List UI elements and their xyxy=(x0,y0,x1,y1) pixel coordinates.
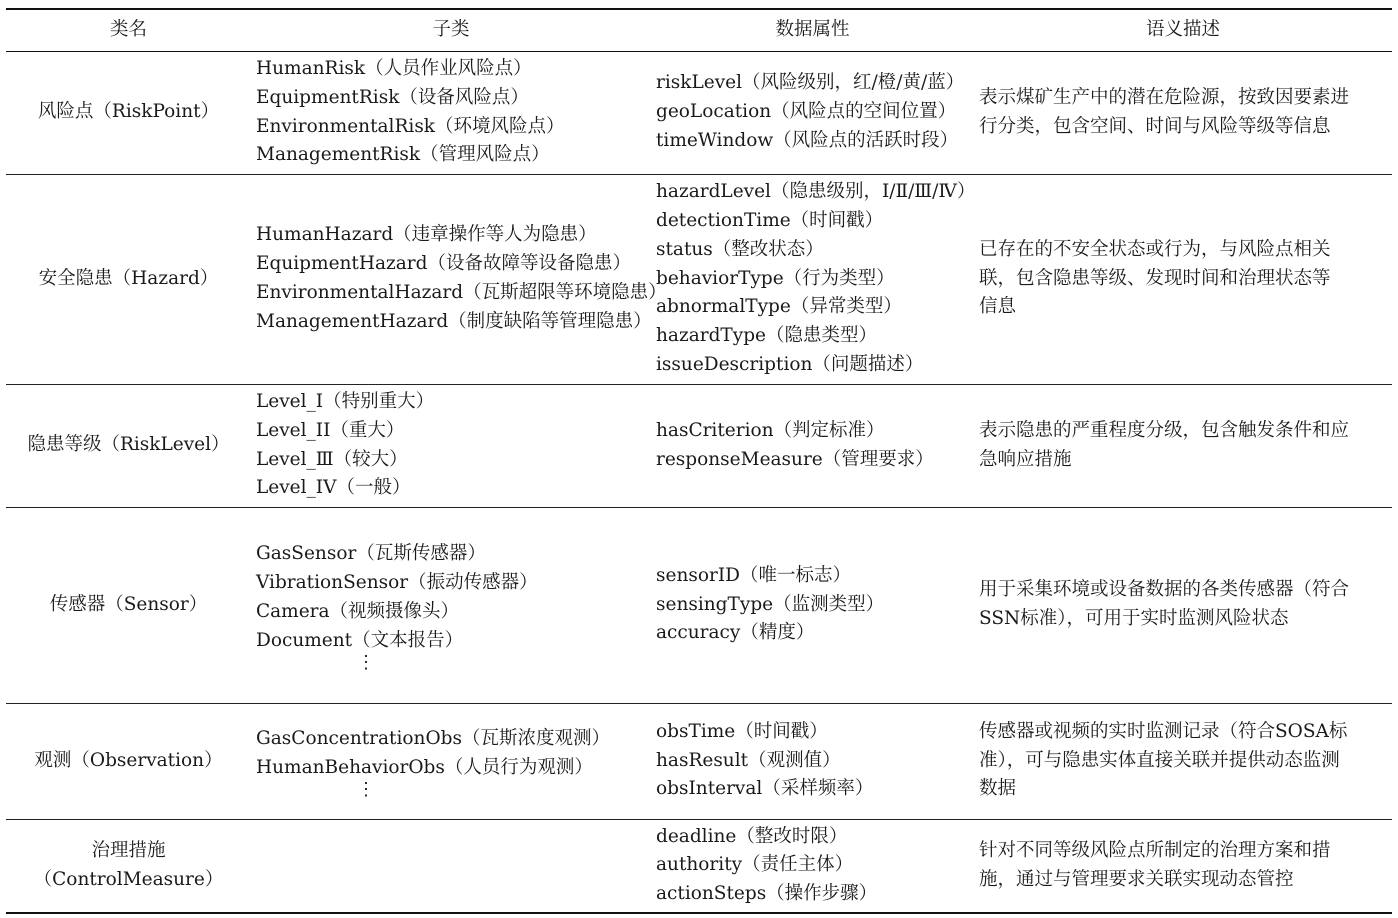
attribute-item: hasResult（观测值） xyxy=(656,749,841,771)
table-row xyxy=(6,703,1392,819)
subclass-cell xyxy=(251,174,667,384)
subclass-item: Level_Ⅲ（较大） xyxy=(256,448,408,470)
attribute-item: hazardType（隐患类型） xyxy=(656,325,877,347)
subclass-item: ManagementHazard（制度缺陷等管理隐患） xyxy=(256,310,652,332)
attribute-cell xyxy=(651,703,974,819)
more-ellipsis-icon: ⋮ xyxy=(357,651,375,673)
description-cell xyxy=(974,703,1392,819)
subclass-cell xyxy=(251,51,651,174)
subclass-cell xyxy=(251,819,651,913)
subclass-item: EquipmentRisk（设备风险点） xyxy=(256,86,529,108)
description-line: 用于采集环境或设备数据的各类传感器（符合 xyxy=(979,579,1350,601)
description-line: SSN标准），可用于实时监测风险状态 xyxy=(979,608,1289,629)
table-row xyxy=(6,384,1392,507)
subclass-item: EnvironmentalHazard（瓦斯超限等环境隐患） xyxy=(256,282,667,303)
attribute-item: authority（责任主体） xyxy=(656,854,854,876)
attribute-item: issueDescription（问题描述） xyxy=(656,353,924,375)
description-cell xyxy=(974,174,1392,384)
attribute-item: obsTime（时间戳） xyxy=(656,720,828,742)
subclass-item: GasSensor（瓦斯传感器） xyxy=(256,543,486,565)
subclass-cell xyxy=(251,703,651,819)
attribute-item: geoLocation（风险点的空间位置） xyxy=(656,101,957,123)
more-ellipsis-icon: ⋮ xyxy=(357,778,375,800)
subclass-cell xyxy=(251,507,651,703)
attribute-item: abnormalType（异常类型） xyxy=(656,296,902,318)
subclass-item: Level_IV（一般） xyxy=(256,477,411,499)
attribute-item: status（整改状态） xyxy=(656,238,824,260)
subclass-item: Level_I（特别重大） xyxy=(256,390,435,412)
attribute-item: behaviorType（行为类型） xyxy=(656,267,895,289)
attribute-item: obsInterval（采样频率） xyxy=(656,778,874,800)
class-name-cell: 风险点（RiskPoint） xyxy=(6,51,251,174)
description-line: 已存在的不安全状态或行为，与风险点相关 xyxy=(979,238,1331,260)
subclass-item: GasConcentrationObs（瓦斯浓度观测） xyxy=(256,728,610,750)
description-line: 联，包含隐患等级、发现时间和治理状态等 xyxy=(979,267,1331,289)
class-name-cell: 隐患等级（RiskLevel） xyxy=(6,384,251,507)
subclass-item: Document（文本报告） xyxy=(256,629,464,651)
description-cell xyxy=(974,384,1392,507)
class-name-cell: 安全隐患（Hazard） xyxy=(6,174,251,384)
description-line: 表示隐患的严重程度分级，包含触发条件和应 xyxy=(979,419,1350,441)
header-attributes: 数据属性 xyxy=(651,9,974,51)
attribute-item: detectionTime（时间戳） xyxy=(656,210,884,231)
description-line: 行分类，包含空间、时间与风险等级等信息 xyxy=(979,115,1331,137)
description-line: 准），可与隐患实体直接关联并提供动态监测 xyxy=(979,749,1340,771)
attribute-cell xyxy=(651,819,974,913)
attribute-item: timeWindow（风险点的活跃时段） xyxy=(656,129,959,151)
description-line: 急响应措施 xyxy=(979,448,1072,470)
description-line: 表示煤矿生产中的潜在危险源，按致因要素进 xyxy=(979,86,1350,108)
subclass-cell xyxy=(251,384,651,507)
attribute-item: responseMeasure（管理要求） xyxy=(656,448,934,470)
attribute-item: hasCriterion（判定标准） xyxy=(656,419,885,441)
description-cell xyxy=(974,507,1392,703)
table-row xyxy=(6,507,1392,703)
subclass-item: HumanRisk（人员作业风险点） xyxy=(256,57,532,79)
table-header-row xyxy=(6,9,1392,51)
subclass-item: HumanBehaviorObs（人员行为观测） xyxy=(256,757,593,778)
subclass-item: ManagementRisk（管理风险点） xyxy=(256,144,550,166)
subclass-item: HumanHazard（违章操作等人为隐患） xyxy=(256,224,597,246)
attribute-item: accuracy（精度） xyxy=(656,622,815,644)
header-class-name: 类名 xyxy=(6,9,251,51)
table-row xyxy=(6,819,1392,913)
attribute-cell xyxy=(651,51,974,174)
attribute-cell xyxy=(651,384,974,507)
attribute-item: deadline（整改时限） xyxy=(656,825,848,847)
header-description: 语义描述 xyxy=(974,9,1392,51)
attribute-item: hazardLevel（隐患级别，Ⅰ/Ⅱ/Ⅲ/Ⅳ） xyxy=(656,181,976,203)
subclass-item: VibrationSensor（振动传感器） xyxy=(256,572,538,594)
description-line: 施，通过与管理要求关联实现动态管控 xyxy=(979,868,1294,890)
description-line: 数据 xyxy=(979,778,1017,800)
description-line: 信息 xyxy=(979,296,1017,318)
description-cell xyxy=(974,51,1392,174)
table-row xyxy=(6,174,1392,384)
attribute-item: actionSteps（操作步骤） xyxy=(656,883,878,905)
attribute-cell xyxy=(651,507,974,703)
subclass-item: EnvironmentalRisk（环境风险点） xyxy=(256,115,565,137)
header-subclass: 子类 xyxy=(251,9,651,51)
subclass-item: EquipmentHazard（设备故障等设备隐患） xyxy=(256,253,631,275)
class-name-cell: 治理措施（ControlMeasure） xyxy=(6,819,251,913)
class-name-cell: 观测（Observation） xyxy=(6,703,251,819)
subclass-item: Camera（视频摄像头） xyxy=(256,601,460,622)
attribute-item: sensingType（监测类型） xyxy=(656,593,885,615)
subclass-item: Level_II（重大） xyxy=(256,419,405,441)
description-line: 传感器或视频的实时监测记录（符合SOSA标 xyxy=(979,720,1348,742)
ontology-class-table xyxy=(6,8,1392,914)
table-row xyxy=(6,51,1392,174)
description-cell xyxy=(974,819,1392,913)
attribute-item: riskLevel（风险级别，红/橙/黄/蓝） xyxy=(656,72,965,94)
class-name-cell: 传感器（Sensor） xyxy=(6,507,251,703)
attribute-item: sensorID（唯一标志） xyxy=(656,564,851,586)
attribute-cell xyxy=(651,174,974,384)
description-line: 针对不同等级风险点所制定的治理方案和措 xyxy=(979,839,1331,861)
